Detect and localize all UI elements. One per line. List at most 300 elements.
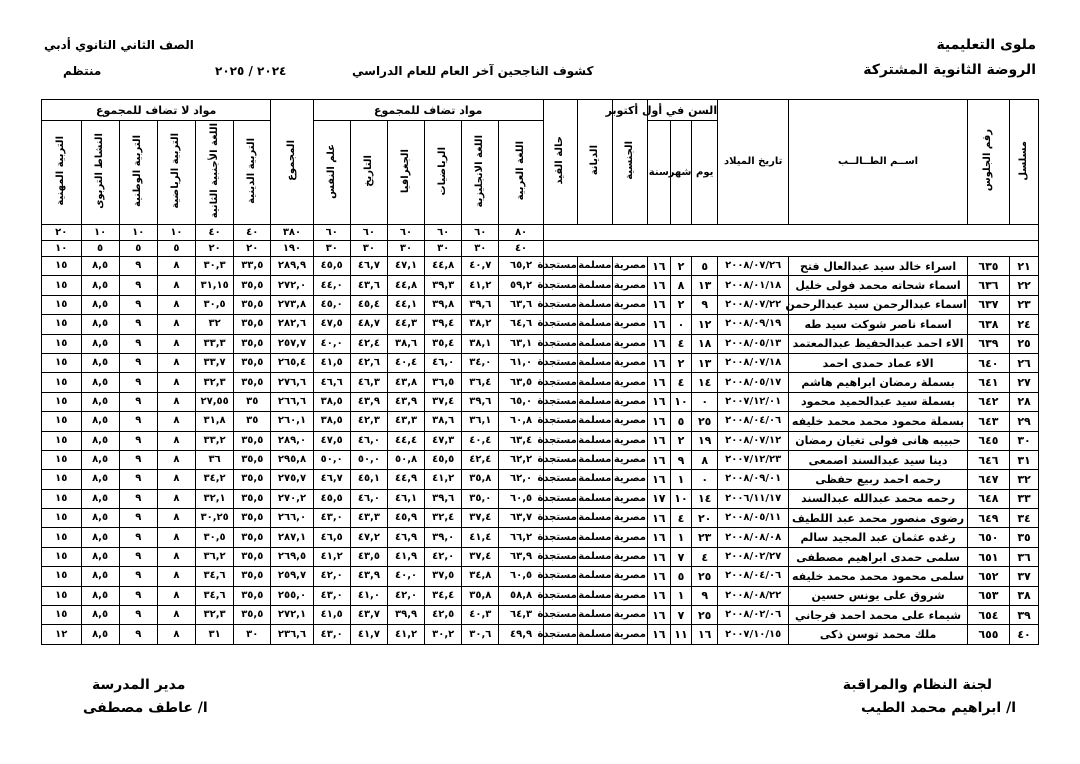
total-cell: ٢٣٦,٦ [271, 625, 313, 644]
subject-header: النشاط التربوى [81, 121, 119, 225]
mark-cell: ٤٣,٥ [350, 547, 387, 566]
total-cell: ٢٦٥,٤ [271, 353, 313, 372]
month-cell: ٢ [670, 257, 692, 276]
committee-label: لجنة النظام والمراقبة [842, 677, 992, 693]
student-name: دينا سيد عبدالسند اصمعى [789, 450, 968, 469]
table-row [42, 257, 1039, 276]
religion-cell: مسلمة [577, 373, 612, 392]
month-cell: ٥ [670, 412, 692, 431]
grade-label: الصف الثاني الثانوي أدبي [44, 38, 194, 52]
student-name: رغده عثمان عبد المجيد سالم [789, 528, 968, 547]
day-cell: ٨ [692, 450, 718, 469]
extra-mark-cell: ٩ [119, 586, 157, 605]
extra-mark-cell: ٩ [119, 567, 157, 586]
mark-cell: ٤٣,٠ [313, 586, 350, 605]
scale-cell: ١٠ [157, 225, 195, 241]
month-cell: ٥ [670, 567, 692, 586]
total-cell: ٢٨٩,٠ [271, 431, 313, 450]
nationality-cell: مصرية [612, 373, 647, 392]
mark-cell: ٣٦,١ [462, 412, 499, 431]
scale-cell: ٦٠ [425, 225, 462, 241]
mark-cell: ٣٤,٨ [462, 567, 499, 586]
religion-cell: مسلمة [577, 547, 612, 566]
mark-cell: ٥٠,٠ [350, 450, 387, 469]
extra-mark-cell: ٣٣,٥ [234, 257, 271, 276]
extra-mark-cell: ٣٥,٥ [234, 373, 271, 392]
mark-cell: ٣٨,٥ [313, 412, 350, 431]
mark-cell: ٤٧,٥ [313, 431, 350, 450]
month-cell: ٤ [670, 373, 692, 392]
serial-cell: ٣٢ [1010, 470, 1039, 489]
enroll-cell: مستجدة [543, 431, 577, 450]
mark-cell: ٤٦,٩ [387, 528, 424, 547]
birth-cell: ٢٠٠٨/٠٤/٠٦ [718, 567, 789, 586]
extra-mark-cell: ١٥ [42, 470, 82, 489]
extra-mark-cell: ١٥ [42, 334, 82, 353]
extra-mark-cell: ٨,٥ [81, 412, 119, 431]
table-row [42, 586, 1039, 605]
enroll-header: حالة القيد [543, 100, 577, 225]
extra-mark-cell: ٨,٥ [81, 567, 119, 586]
mark-cell: ٦٠,٨ [499, 412, 543, 431]
day-cell: ٢٥ [692, 412, 718, 431]
extra-mark-cell: ١٥ [42, 295, 82, 314]
mark-cell: ٦٢,٠ [499, 470, 543, 489]
nationality-cell: مصرية [612, 509, 647, 528]
extra-mark-cell: ٢٧,٥٥ [196, 392, 234, 411]
nationality-cell: مصرية [612, 606, 647, 625]
birth-cell: ٢٠٠٨/٠٥/١٣ [718, 334, 789, 353]
extra-mark-cell: ١٥ [42, 412, 82, 431]
extra-mark-cell: ١٥ [42, 315, 82, 334]
extra-mark-cell: ٨ [157, 334, 195, 353]
mark-cell: ٤٢,٦ [350, 353, 387, 372]
scale-cell: ١٠ [81, 225, 119, 241]
mark-cell: ٣٧,٥ [425, 567, 462, 586]
total-cell: ٢٦٦,٦ [271, 392, 313, 411]
mark-cell: ٣٥,٤ [425, 334, 462, 353]
mark-cell: ٤٦,٦ [313, 373, 350, 392]
student-name: سلمى محمود محمد محمد خليفه [789, 567, 968, 586]
nationality-header: الجنسية [612, 100, 647, 225]
year-cell: ١٦ [647, 353, 670, 372]
mark-cell: ٣٨,١ [462, 334, 499, 353]
day-cell: ١٣ [692, 276, 718, 295]
seat-cell: ٦٥١ [967, 547, 1009, 566]
extra-mark-cell: ٨,٥ [81, 547, 119, 566]
scale-cell: ٥ [157, 241, 195, 257]
seat-cell: ٦٣٨ [967, 315, 1009, 334]
month-cell: ٩ [670, 450, 692, 469]
scale-cell: ٥ [81, 241, 119, 257]
month-cell: ٢ [670, 353, 692, 372]
mark-cell: ٤٦,٥ [313, 528, 350, 547]
mark-cell: ٤٥,٥ [313, 489, 350, 508]
seat-cell: ٦٣٩ [967, 334, 1009, 353]
mark-cell: ٣٤,٤ [425, 586, 462, 605]
extra-mark-cell: ١٢ [42, 625, 82, 644]
serial-cell: ٢٩ [1010, 412, 1039, 431]
mark-cell: ٣٨,٥ [313, 392, 350, 411]
student-name: شروق على يونس حسين [789, 586, 968, 605]
year-cell: ١٦ [647, 547, 670, 566]
year-cell: ١٦ [647, 567, 670, 586]
mark-cell: ٤٦,٧ [313, 470, 350, 489]
extra-mark-cell: ٩ [119, 334, 157, 353]
year-cell: ١٦ [647, 606, 670, 625]
enroll-cell: مستجدة [543, 334, 577, 353]
enroll-cell: مستجدة [543, 392, 577, 411]
mark-cell: ٤٢,٤ [462, 450, 499, 469]
scale-blank [543, 225, 1038, 241]
extra-mark-cell: ٣٥,٥ [234, 489, 271, 508]
extra-mark-cell: ٣٥,٥ [234, 295, 271, 314]
mark-cell: ٤٠,٤ [462, 431, 499, 450]
scale-cell: ٢٠ [42, 225, 82, 241]
month-cell: ٢ [670, 295, 692, 314]
mark-cell: ٤٥,٥ [313, 257, 350, 276]
extra-mark-cell: ٨ [157, 315, 195, 334]
year-cell: ١٧ [647, 489, 670, 508]
seat-cell: ٦٣٧ [967, 295, 1009, 314]
enroll-cell: مستجدة [543, 509, 577, 528]
extra-mark-cell: ١٥ [42, 257, 82, 276]
mark-cell: ٤٥,٠ [313, 295, 350, 314]
mark-cell: ٦٥,٢ [499, 257, 543, 276]
extra-mark-cell: ٩ [119, 353, 157, 372]
mark-cell: ٤٤,٨ [387, 276, 424, 295]
mark-cell: ٤٠,٠ [313, 334, 350, 353]
day-cell: ١٣ [692, 353, 718, 372]
enroll-cell: مستجدة [543, 470, 577, 489]
table-row [42, 528, 1039, 547]
extra-mark-cell: ٩ [119, 412, 157, 431]
mark-cell: ٤٠,٣ [462, 606, 499, 625]
extra-mark-cell: ١٥ [42, 450, 82, 469]
subject-header: اللغة الأجنبية الثانية [196, 121, 234, 225]
total-cell: ٢٨٩,٩ [271, 257, 313, 276]
month-cell: ١ [670, 528, 692, 547]
year-cell: ١٦ [647, 528, 670, 547]
extra-mark-cell: ٩ [119, 606, 157, 625]
mark-cell: ٤٧,٢ [350, 528, 387, 547]
extra-mark-cell: ٣٦ [196, 450, 234, 469]
birth-cell: ٢٠٠٨/٠٧/٢٦ [718, 257, 789, 276]
year-cell: ١٦ [647, 450, 670, 469]
extra-mark-cell: ٣٥,٥ [234, 509, 271, 528]
extra-mark-cell: ٨ [157, 353, 195, 372]
year-cell: ١٦ [647, 586, 670, 605]
mark-cell: ٣٥,٨ [462, 586, 499, 605]
student-rows [42, 257, 1039, 645]
mark-cell: ٤١,٢ [425, 470, 462, 489]
enroll-cell: مستجدة [543, 373, 577, 392]
extra-mark-cell: ٨,٥ [81, 276, 119, 295]
extra-mark-cell: ٨,٥ [81, 295, 119, 314]
mark-cell: ٤١,٢ [462, 276, 499, 295]
nationality-cell: مصرية [612, 528, 647, 547]
mark-cell: ٤٧,٥ [313, 315, 350, 334]
month-cell: ٠ [670, 315, 692, 334]
extra-mark-cell: ٩ [119, 257, 157, 276]
serial-cell: ٣٨ [1010, 586, 1039, 605]
extra-mark-cell: ١٥ [42, 489, 82, 508]
student-name: رضوى منصور محمد عبد اللطيف [789, 509, 968, 528]
mark-cell: ٣٨,٦ [387, 334, 424, 353]
table-row [42, 625, 1039, 644]
religion-cell: مسلمة [577, 257, 612, 276]
day-cell: ٠ [692, 392, 718, 411]
year-cell: ١٦ [647, 412, 670, 431]
year-cell: ١٦ [647, 625, 670, 644]
serial-cell: ٣٧ [1010, 567, 1039, 586]
religion-cell: مسلمة [577, 392, 612, 411]
table-row [42, 489, 1039, 508]
month-cell: ١ [670, 586, 692, 605]
serial-cell: ٢٦ [1010, 353, 1039, 372]
extra-mark-cell: ٩ [119, 373, 157, 392]
scale-cell: ٦٠ [350, 225, 387, 241]
nationality-cell: مصرية [612, 392, 647, 411]
enroll-cell: مستجدة [543, 528, 577, 547]
birth-cell: ٢٠٠٨/٠٢/٢٧ [718, 547, 789, 566]
religion-cell: مسلمة [577, 334, 612, 353]
total-cell: ٢٧٢,١ [271, 606, 313, 625]
extra-mark-cell: ٣٢,٣ [196, 373, 234, 392]
serial-cell: ٣٣ [1010, 489, 1039, 508]
extra-mark-cell: ٩ [119, 489, 157, 508]
total-cell: ٢٥٧,٧ [271, 334, 313, 353]
mark-cell: ٣٩,٨ [425, 295, 462, 314]
extra-mark-cell: ٩ [119, 431, 157, 450]
student-name: رحمه محمد عبدالله عبدالسند [789, 489, 968, 508]
scale-cell: ٣٠ [462, 241, 499, 257]
results-table [41, 99, 1039, 645]
extra-mark-cell: ٣٥,٥ [234, 315, 271, 334]
enroll-cell: مستجدة [543, 489, 577, 508]
extra-mark-cell: ٨,٥ [81, 334, 119, 353]
month-cell: ١ [670, 470, 692, 489]
birth-cell: ٢٠٠٨/٠٨/٠٨ [718, 528, 789, 547]
extra-mark-cell: ٣١ [196, 625, 234, 644]
extra-mark-cell: ٣٥,٥ [234, 567, 271, 586]
extra-mark-cell: ٣٠ [234, 625, 271, 644]
seat-cell: ٦٥٠ [967, 528, 1009, 547]
extra-mark-cell: ٨,٥ [81, 586, 119, 605]
mark-cell: ٤٧,٣ [425, 431, 462, 450]
enroll-cell: مستجدة [543, 625, 577, 644]
extra-mark-cell: ٨ [157, 431, 195, 450]
year-cell: ١٦ [647, 257, 670, 276]
mark-cell: ٦٢,٢ [499, 450, 543, 469]
table-row [42, 470, 1039, 489]
month-header: شهر [670, 121, 692, 225]
committee-signatory: ا/ ابراهيم محمد الطيب [861, 700, 1016, 716]
day-cell: ٤ [692, 547, 718, 566]
extra-mark-cell: ٣١,١٥ [196, 276, 234, 295]
seat-header: رقم الجلوس [967, 100, 1009, 225]
mark-cell: ٤٠,٧ [462, 257, 499, 276]
mark-cell: ٤٩,٩ [499, 625, 543, 644]
nationality-cell: مصرية [612, 334, 647, 353]
religion-cell: مسلمة [577, 528, 612, 547]
extra-mark-cell: ٣٣,٢ [196, 431, 234, 450]
mark-cell: ٤٦,٧ [350, 257, 387, 276]
extra-mark-cell: ١٥ [42, 586, 82, 605]
extra-mark-cell: ٩ [119, 470, 157, 489]
academic-year: ٢٠٢٤ / ٢٠٢٥ [215, 64, 287, 78]
mark-cell: ٥٠,٠ [313, 450, 350, 469]
seat-cell: ٦٤٩ [967, 509, 1009, 528]
marks-scale [42, 225, 1039, 257]
birth-cell: ٢٠٠٨/٠٤/٠٦ [718, 412, 789, 431]
mark-cell: ٦٣,٧ [499, 509, 543, 528]
extra-mark-cell: ٣١,٨ [196, 412, 234, 431]
scale-cell: ٨٠ [499, 225, 543, 241]
enroll-cell: مستجدة [543, 295, 577, 314]
mark-cell: ٤٢,٠ [313, 567, 350, 586]
total-header: المجموع [271, 100, 313, 225]
extra-mark-cell: ٣٥,٥ [234, 547, 271, 566]
student-name: اسماء شحاته محمد فولى خليل [789, 276, 968, 295]
mark-cell: ٤١,٥ [313, 353, 350, 372]
extra-mark-cell: ٨ [157, 509, 195, 528]
day-cell: ١٤ [692, 489, 718, 508]
enroll-cell: مستجدة [543, 450, 577, 469]
subject-header: التربية الدينية [234, 121, 271, 225]
scale-cell: ٣٠ [350, 241, 387, 257]
religion-header: الديانة [577, 100, 612, 225]
mark-cell: ٤٢,٠ [387, 586, 424, 605]
total-cell: ٢٦٦,٠ [271, 509, 313, 528]
mark-cell: ٤١,٢ [387, 625, 424, 644]
mark-cell: ٤٤,٩ [387, 470, 424, 489]
extra-mark-cell: ٣٥,٥ [234, 353, 271, 372]
day-cell: ٩ [692, 295, 718, 314]
extra-mark-cell: ٨ [157, 412, 195, 431]
name-header: اســم الطــالــب [789, 100, 968, 225]
table-row [42, 509, 1039, 528]
serial-cell: ٣٩ [1010, 606, 1039, 625]
religion-cell: مسلمة [577, 315, 612, 334]
day-header: يوم [692, 121, 718, 225]
table-row [42, 315, 1039, 334]
scale-cell: ٣٠ [313, 241, 350, 257]
mark-cell: ٣٠,٢ [425, 625, 462, 644]
extra-mark-cell: ٨ [157, 547, 195, 566]
extra-mark-cell: ٣٥,٥ [234, 586, 271, 605]
mark-cell: ٦٣,١ [499, 334, 543, 353]
table-row [42, 334, 1039, 353]
nationality-cell: مصرية [612, 276, 647, 295]
enroll-cell: مستجدة [543, 412, 577, 431]
extra-mark-cell: ٩ [119, 509, 157, 528]
mark-cell: ٤٣,٠ [313, 509, 350, 528]
extra-mark-cell: ٩ [119, 315, 157, 334]
serial-cell: ٢٨ [1010, 392, 1039, 411]
religion-cell: مسلمة [577, 431, 612, 450]
mark-cell: ٤٥,٤ [350, 295, 387, 314]
min-marks-row [42, 241, 1039, 257]
day-cell: ١٤ [692, 373, 718, 392]
mark-cell: ٤٤,٤ [387, 431, 424, 450]
mark-cell: ٣٤,٠ [462, 353, 499, 372]
table-row [42, 276, 1039, 295]
mark-cell: ٤١,٩ [387, 547, 424, 566]
table-row [42, 353, 1039, 372]
nationality-cell: مصرية [612, 257, 647, 276]
extra-mark-cell: ٨ [157, 450, 195, 469]
extra-mark-cell: ١٥ [42, 567, 82, 586]
day-cell: ١٨ [692, 334, 718, 353]
mark-cell: ٤٤,٨ [425, 257, 462, 276]
mark-cell: ٤٢,٤ [350, 334, 387, 353]
extra-mark-cell: ٩ [119, 295, 157, 314]
birth-cell: ٢٠٠٦/١١/١٧ [718, 489, 789, 508]
extra-mark-cell: ٩ [119, 625, 157, 644]
religion-cell: مسلمة [577, 586, 612, 605]
seat-cell: ٦٤٢ [967, 392, 1009, 411]
total-cell: ٢٦٩,٥ [271, 547, 313, 566]
subject-header: اللغة الانجليزية [462, 121, 499, 225]
month-cell: ١٠ [670, 489, 692, 508]
day-cell: ٢٥ [692, 567, 718, 586]
seat-cell: ٦٣٦ [967, 276, 1009, 295]
mark-cell: ٣٩,٦ [462, 295, 499, 314]
year-cell: ١٦ [647, 373, 670, 392]
nationality-cell: مصرية [612, 625, 647, 644]
serial-cell: ٤٠ [1010, 625, 1039, 644]
nationality-cell: مصرية [612, 315, 647, 334]
extra-mark-cell: ٨ [157, 276, 195, 295]
extra-mark-cell: ٨,٥ [81, 625, 119, 644]
month-cell: ٤ [670, 334, 692, 353]
nationality-cell: مصرية [612, 353, 647, 372]
serial-cell: ٣٦ [1010, 547, 1039, 566]
mark-cell: ٤٥,٥ [425, 450, 462, 469]
nationality-cell: مصرية [612, 567, 647, 586]
total-cell: ٢٥٥,٠ [271, 586, 313, 605]
day-cell: ٥ [692, 257, 718, 276]
extra-mark-cell: ٨,٥ [81, 373, 119, 392]
serial-header: مسلسل [1010, 100, 1039, 225]
nationality-cell: مصرية [612, 431, 647, 450]
mark-cell: ٦٣,٥ [499, 373, 543, 392]
extra-mark-cell: ٣٥,٥ [234, 431, 271, 450]
mark-cell: ٤٣,٩ [350, 567, 387, 586]
total-cell: ٢٨٧,١ [271, 528, 313, 547]
mark-cell: ٤٢,٥ [425, 606, 462, 625]
extra-mark-cell: ٨,٥ [81, 353, 119, 372]
extra-mark-cell: ٨ [157, 295, 195, 314]
student-name: الاء احمد عبدالحفيظ عبدالمعتمد [789, 334, 968, 353]
mark-cell: ٤٥,١ [350, 470, 387, 489]
extra-mark-cell: ٣٢,١ [196, 489, 234, 508]
day-cell: ٩ [692, 586, 718, 605]
nationality-cell: مصرية [612, 412, 647, 431]
religion-cell: مسلمة [577, 625, 612, 644]
extra-mark-cell: ٣٥,٥ [234, 450, 271, 469]
extra-mark-cell: ٨ [157, 625, 195, 644]
subject-header: التربية الوطنية [119, 121, 157, 225]
director-signatory: ا/ عاطف مصطفى [83, 700, 208, 716]
serial-cell: ٣٥ [1010, 528, 1039, 547]
max-marks-row [42, 225, 1039, 241]
student-name: اسماء عبدالرحمن سيد عبدالرحمن [789, 295, 968, 314]
seat-cell: ٦٥٣ [967, 586, 1009, 605]
student-name: رحمه احمد ربيع حفظى [789, 470, 968, 489]
extra-mark-cell: ٣٥ [234, 412, 271, 431]
